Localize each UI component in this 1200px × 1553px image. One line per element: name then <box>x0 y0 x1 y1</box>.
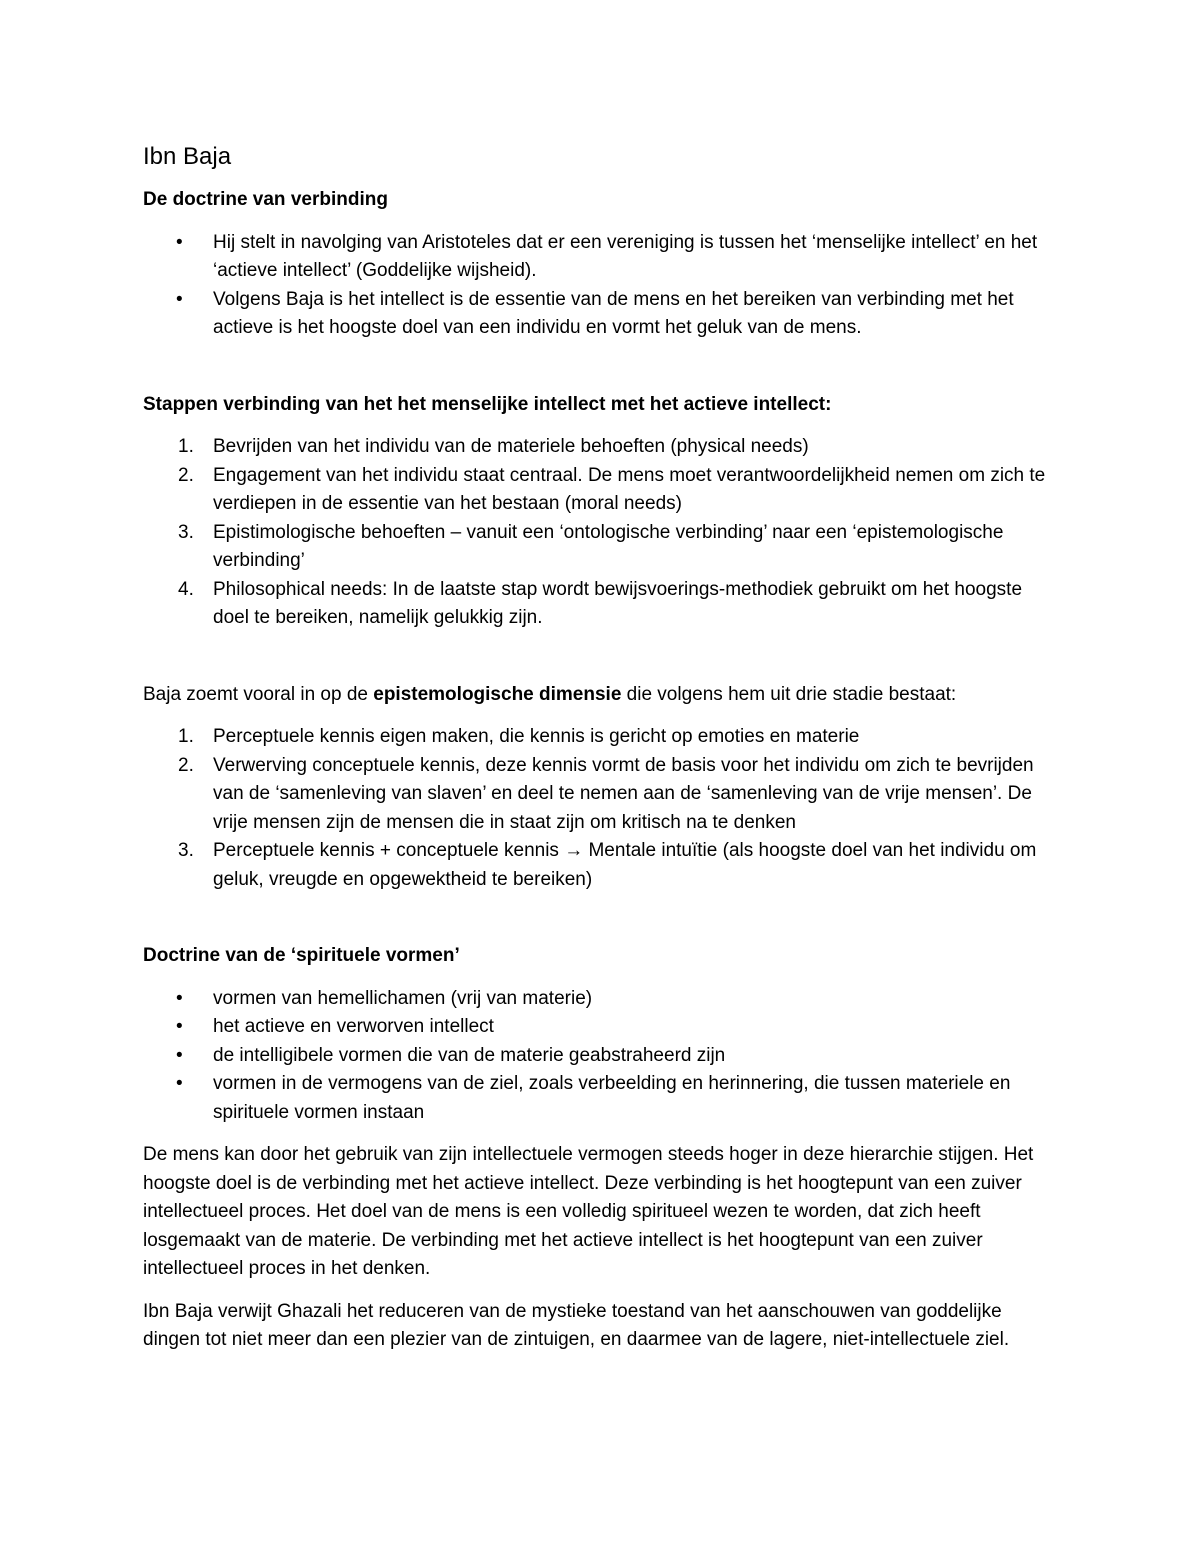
intro-text: Baja zoemt vooral in op de <box>143 683 374 705</box>
bullet-icon: • <box>176 1044 183 1066</box>
list-item-text: het actieve en verworven intellect <box>213 1016 494 1037</box>
list-item-text: Bevrijden van het individu van de materiele behoeften (physical needs) <box>213 436 809 457</box>
list-item <box>143 752 1063 838</box>
list-item-text: de intelligibele vormen die van de materie geabstraheerd zijn <box>213 1044 726 1066</box>
list-item-text: Volgens Baja is het intellect is de essentie van de mens en het bereiken van verbinding met het actieve is het hoogste doel van een individu en vormt het geluk van de mens. <box>213 288 1014 338</box>
list-item-text: vormen van hemellichamen (vrij van materie) <box>213 987 593 1009</box>
paragraph-hierarchie: De mens kan door het gebruik van zijn intellectuele vermogen steeds hoger in deze hierarchie stijgen. Het hoogste doel is de verbinding met het actieve intellect. Deze verbinding is het hoogtepunt van een zuiver intellectueel proces. Het doel van de mens is een volledig spiritueel wezen te worden, dat zich heeft losgemaakt van de materie. De verbinding met het actieve intellect is het hoogtepunt van een zuiver intellectueel proces in het denken. <box>143 1144 1034 1279</box>
list-item-text: Epistimologische behoeften – vanuit een ‘ontologische verbinding’ naar een ‘epistemologische verbinding’ <box>213 521 1004 571</box>
bullet-list-verbinding <box>143 229 1063 343</box>
list-item <box>143 229 1063 286</box>
list-item-text: Engagement van het individu staat centraal. De mens moet verantwoordelijkheid nemen om zich te verdiepen in de essentie van het bestaan (moral needs) <box>213 464 1046 514</box>
list-number: 1. <box>178 726 194 747</box>
bullet-icon: • <box>176 231 183 253</box>
epistemologie-intro <box>143 681 1063 710</box>
list-item <box>143 462 1063 519</box>
list-item <box>143 1013 1063 1042</box>
list-item <box>143 286 1063 343</box>
list-number: 3. <box>178 521 194 543</box>
list-item-text: Verwerving conceptuele kennis, deze kennis vormt de basis voor het individu om zich te bevrijden van de ‘samenleving van slaven’ en deel te nemen aan de ‘samenleving van de vrije mensen’. De vrije mensen zijn de mensen die in staat zijn om kritisch na te denken <box>213 754 1034 833</box>
list-item <box>143 837 1063 894</box>
list-number: 2. <box>178 754 194 776</box>
section-heading-spirituele-vormen: Doctrine van de ‘spirituele vormen’ <box>143 945 460 966</box>
list-item <box>143 723 1063 752</box>
document-title: Ibn Baja <box>143 143 232 170</box>
list-item-text: Hij stelt in navolging van Aristoteles dat er een vereniging is tussen het ‘menselijke intellect’ en het ‘actieve intellect’ (Goddelijke wijsheid). <box>213 231 1038 281</box>
bullet-list-vormen <box>143 985 1063 1128</box>
list-item <box>143 433 1063 462</box>
list-item-text: Perceptuele kennis eigen maken, die kennis is gericht op emoties en materie <box>213 726 860 747</box>
list-item-text: Perceptuele kennis + conceptuele kennis → Mentale intuïtie (als hoogste doel van het individu om geluk, vreugde en opgewektheid te bereiken) <box>213 840 1037 890</box>
numbered-list-stadia <box>143 723 1063 894</box>
numbered-list-stappen <box>143 433 1063 633</box>
list-item-text: vormen in de vermogens van de ziel, zoals verbeelding en herinnering, die tussen materiele en spirituele vormen instaan <box>213 1073 1011 1123</box>
section-heading-doctrine-verbinding: De doctrine van verbinding <box>143 189 388 210</box>
document-content <box>143 140 1063 1355</box>
bullet-icon: • <box>176 1016 183 1037</box>
list-item <box>143 1042 1063 1071</box>
intro-bold-text: epistemologische dimensie <box>373 683 622 705</box>
list-number: 1. <box>178 436 194 457</box>
list-item-text: Philosophical needs: In de laatste stap wordt bewijsvoerings-methodiek gebruikt om het hoogste doel te bereiken, namelijk gelukkig zijn. <box>213 578 1023 628</box>
bullet-icon: • <box>176 288 183 310</box>
list-item <box>143 985 1063 1014</box>
section-heading-stappen: Stappen verbinding van het het menselijke intellect met het actieve intellect: <box>143 393 832 415</box>
bullet-icon: • <box>176 1073 183 1094</box>
intro-text-end: die volgens hem uit drie stadie bestaat: <box>621 683 957 705</box>
list-number: 2. <box>178 464 194 486</box>
bullet-icon: • <box>176 987 183 1009</box>
list-item <box>143 519 1063 576</box>
list-item <box>143 1070 1063 1127</box>
list-number: 3. <box>178 840 194 861</box>
list-item <box>143 576 1063 633</box>
list-number: 4. <box>178 578 194 600</box>
paragraph-ghazali: Ibn Baja verwijt Ghazali het reduceren van de mystieke toestand van het aanschouwen van goddelijke dingen tot niet meer dan een plezier van de zintuigen, en daarmee van de lagere, niet-intellectuele ziel. <box>143 1300 1010 1350</box>
